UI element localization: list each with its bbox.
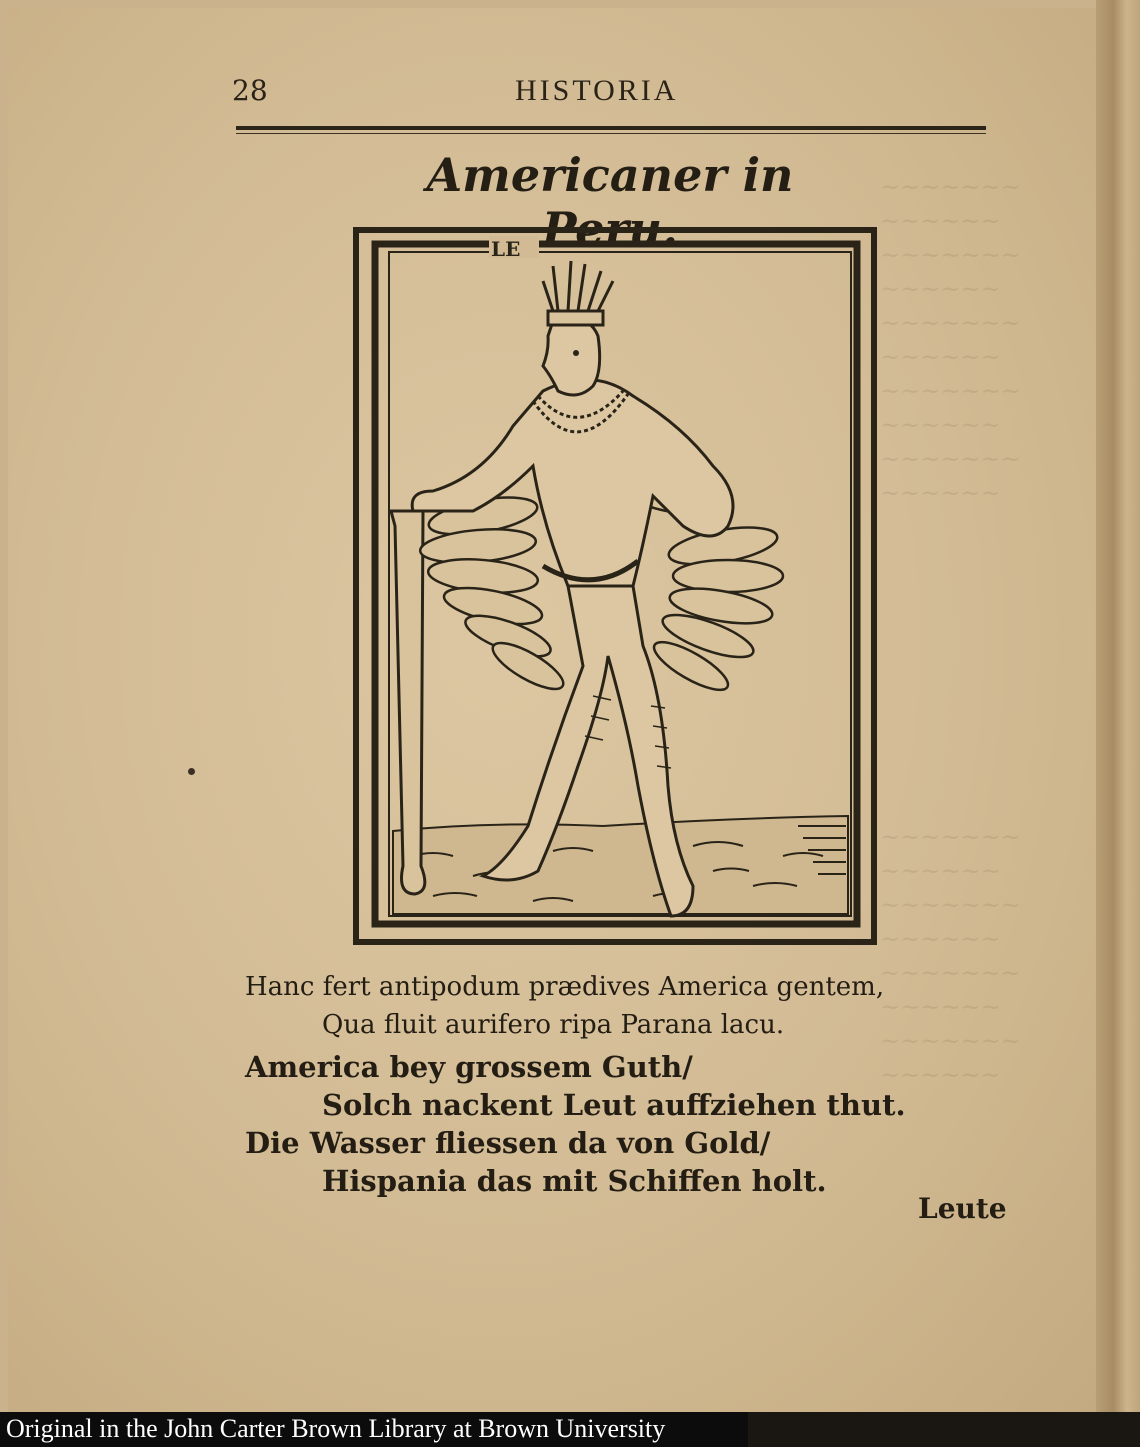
page-number: 28 [232,74,268,107]
verse-line-2: Qua fluit aurifero ripa Parana lacu. [322,1010,785,1040]
catchword: Leute [918,1192,1007,1225]
running-head: HISTORIA [515,74,679,107]
header-rule-thin [236,133,986,134]
verse-line-3: America bey grossem Guth/ [245,1050,693,1084]
show-through: ~~~~~~~ ~~~~~~ ~~~~~~~ ~~~~~~ ~~~~~~~ ~~~~~~ ~~~~~~~ ~~~~~~ ~~~~~~~ ~~~~~~ [880,173,1021,507]
page-edge [1096,0,1140,1412]
header-rule [236,126,986,130]
show-through-lower: ~~~~~~~ ~~~~~~ ~~~~~~~ ~~~~~~ ~~~~~~~ ~~~~~~ ~~~~~~~ ~~~~~~ [880,823,1021,1089]
svg-text:LE: LE [491,237,521,261]
page-title: Americaner in Peru. [426,148,794,256]
verse-line-5: Die Wasser fliessen da von Gold/ [245,1126,771,1160]
verse-line-1: Hanc fert antipodum prædives America gentem, [245,972,885,1002]
woodcut-illustration [353,226,879,946]
verse-line-4: Solch nackent Leut auffziehen thut. [322,1088,906,1122]
credit-text: Original in the John Carter Brown Library at Brown University [6,1414,666,1443]
verse-line-6: Hispania das mit Schiffen holt. [322,1164,827,1198]
ink-spot [188,768,195,775]
